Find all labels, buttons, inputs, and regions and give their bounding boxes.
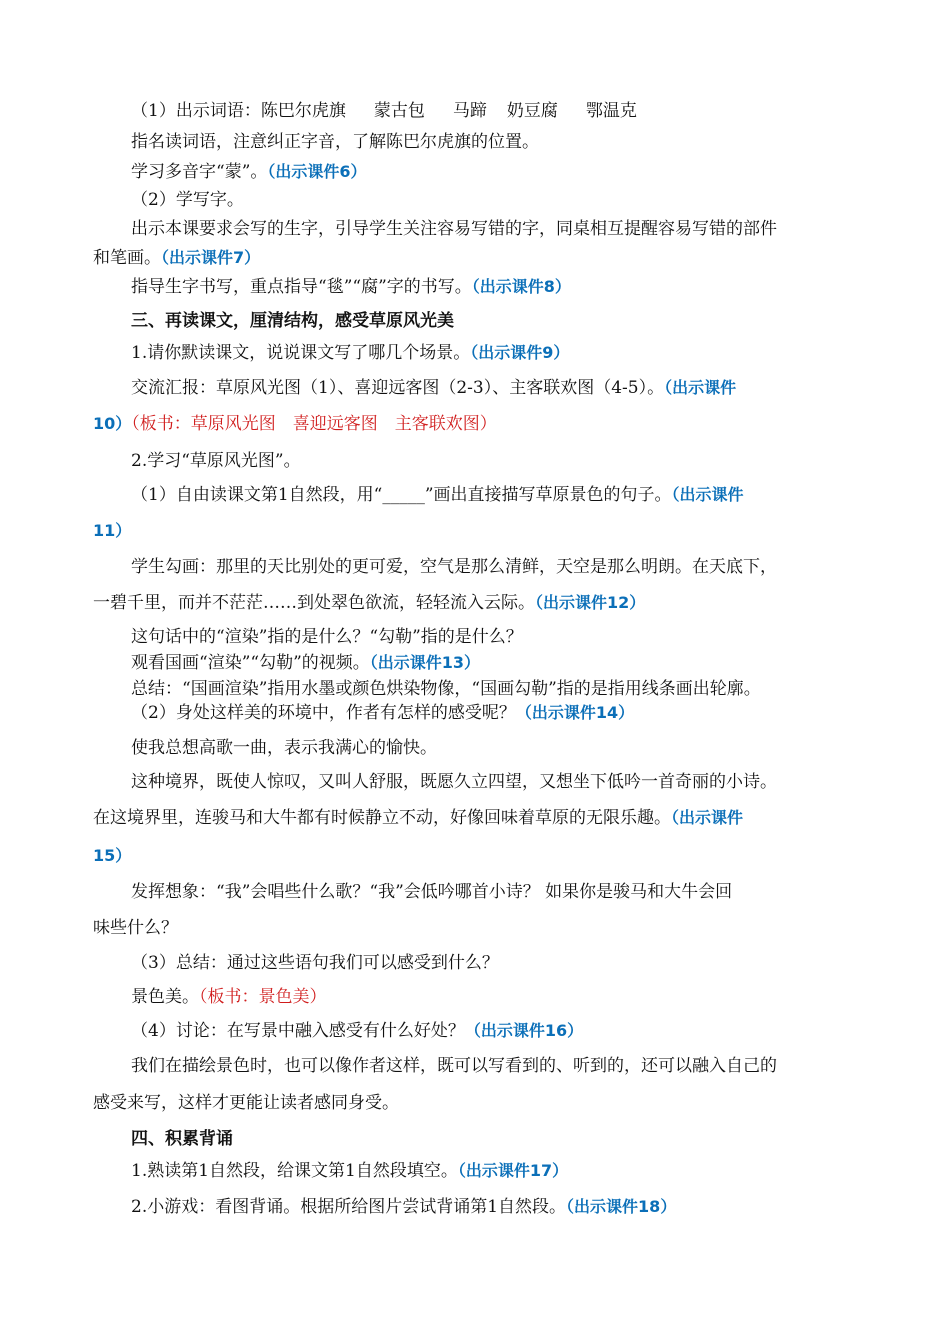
paragraph-line: 在这境界里，连骏马和大牛都有时候静立不动，好像回味着草原的无限乐趣。（出示课件 — [93, 808, 744, 828]
section-heading: 四、积累背诵 — [131, 1129, 233, 1149]
paragraph-line: 交流汇报：草原风光图（1）、喜迎远客图（2-3）、主客联欢图（4-5）。（出示课件 — [131, 378, 737, 398]
board-note: （板书：草原风光图 喜迎远客图 主客联欢图） — [131, 414, 497, 434]
paragraph-line — [0, 845, 950, 867]
paragraph-line — [0, 413, 950, 435]
paragraph-line: 2.小游戏：看图背诵。根据所给图片尝试背诵第1自然段。（出示课件18） — [131, 1197, 677, 1217]
courseware-ref: （出示课件14） — [515, 703, 635, 722]
courseware-ref: （出示课件 — [664, 378, 737, 397]
paragraph-line: 出示本课要求会写的生字，引导学生关注容易写错的字，同桌相互提醒容易写错的部件 — [131, 219, 777, 239]
section-heading: 三、再读课文，厘清结构，感受草原风光美 — [131, 311, 454, 331]
paragraph-line: 感受来写，这样才更能让读者感同身受。 — [93, 1093, 399, 1113]
paragraph-line: 学生勾画：那里的天比别处的更可爱，空气是那么清鲜，天空是那么明朗。在天底下， — [131, 557, 777, 577]
paragraph-line: 发挥想象：“我”会唱些什么歌？“我”会低吟哪首小诗？ 如果你是骏马和大牛会回 — [131, 882, 733, 902]
paragraph-line: 1.熟读第1自然段，给课文第1自然段填空。（出示课件17） — [131, 1161, 569, 1181]
paragraph-line: 总结：“国画渲染”指用水墨或颜色烘染物像，“国画勾勒”指的是指用线条画出轮廓。 — [131, 679, 761, 699]
paragraph-line: 观看国画“渲染”“勾勒”的视频。（出示课件13） — [131, 653, 481, 673]
courseware-ref: （出示课件18） — [566, 1197, 677, 1216]
paragraph-line: 一碧千里，而并不茫茫……到处翠色欲流，轻轻流入云际。（出示课件12） — [93, 593, 646, 613]
courseware-ref: （出示课件12） — [535, 593, 646, 612]
courseware-ref: （出示课件9） — [470, 343, 570, 362]
paragraph-line — [0, 520, 950, 542]
paragraph-line: （2）身处这样美的环境中，作者有怎样的感受呢？（出示课件14） — [131, 703, 635, 723]
paragraph-line: 指导生字书写，重点指导“毯”“腐”字的书写。（出示课件8） — [131, 277, 571, 297]
board-note: （板书：景色美） — [199, 987, 327, 1007]
paragraph-line: 学习多音字“蒙”。（出示课件6） — [131, 162, 367, 182]
courseware-ref: 11） — [93, 521, 132, 540]
paragraph-line: 指名读词语，注意纠正字音，了解陈巴尔虎旗的位置。 — [131, 132, 539, 152]
paragraph-line: 使我总想高歌一曲，表示我满心的愉快。 — [131, 738, 437, 758]
paragraph-line: （2）学写字。 — [131, 190, 244, 210]
paragraph-line: 这种境界，既使人惊叹，又叫人舒服，既愿久立四望，又想坐下低吟一首奇丽的小诗。 — [131, 772, 777, 792]
paragraph-line: （4）讨论：在写景中融入感受有什么好处？（出示课件16） — [131, 1021, 584, 1041]
vocab-line: （1）出示词语：陈巴尔虎旗 蒙古包 马蹄 奶豆腐 鄂温克 — [131, 101, 637, 121]
courseware-ref: 15） — [93, 846, 132, 865]
courseware-ref: （出示课件17） — [457, 1161, 569, 1180]
paragraph-line: 1.请你默读课文，说说课文写了哪几个场景。（出示课件9） — [131, 343, 570, 363]
paragraph-line: 2.学习“草原风光图”。 — [131, 451, 301, 471]
courseware-ref: （出示课件16） — [464, 1021, 584, 1040]
paragraph-line: 我们在描绘景色时，也可以像作者这样，既可以写看到的、听到的，还可以融入自己的 — [131, 1056, 777, 1076]
courseware-ref: （出示课件13） — [369, 653, 481, 672]
paragraph-line: （1）自由读课文第1自然段，用“_____”画出直接描写草原景色的句子。（出示课件 — [131, 485, 744, 505]
paragraph-line: 和笔画。（出示课件7） — [93, 248, 261, 268]
courseware-ref: （出示课件 — [671, 808, 744, 827]
courseware-ref: 10） — [93, 414, 132, 433]
paragraph-line: 这句话中的“渲染”指的是什么？“勾勒”指的是什么？ — [131, 627, 523, 647]
courseware-ref: （出示课件7） — [161, 248, 261, 267]
courseware-ref: （出示课件8） — [471, 277, 571, 296]
courseware-ref: （出示课件6） — [267, 162, 367, 181]
paragraph-line: 景色美。（板书：景色美） — [131, 987, 327, 1007]
paragraph-line: （3）总结：通过这些语句我们可以感受到什么？ — [131, 953, 499, 973]
courseware-ref: （出示课件 — [671, 485, 744, 504]
paragraph-line: 味些什么？ — [93, 918, 178, 938]
